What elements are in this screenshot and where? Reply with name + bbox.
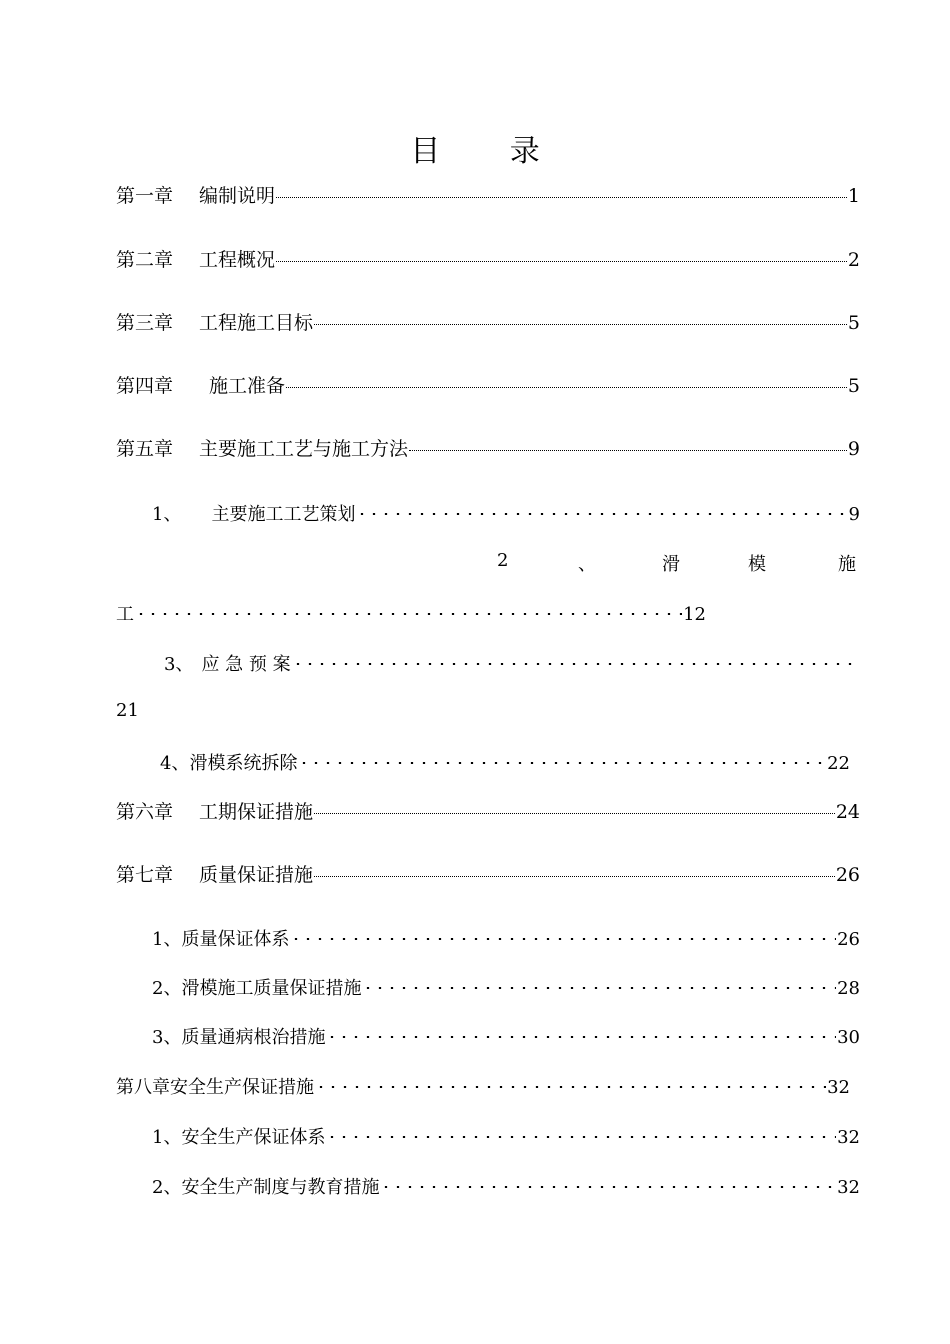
page-number: 32: [837, 1127, 860, 1148]
toc-entry-ch3[interactable]: [116, 308, 860, 335]
leader-dots: [290, 938, 836, 940]
toc-entry-ch7[interactable]: [116, 860, 860, 887]
toc-entry-ch7-1[interactable]: [152, 925, 860, 951]
leader-dots: [326, 1136, 836, 1138]
toc-entry-ch8-1[interactable]: [152, 1123, 860, 1149]
page-number: 5: [847, 375, 860, 397]
leader-dots: [276, 261, 847, 262]
section-number: 3、: [164, 654, 194, 675]
toc-entry-ch5-4[interactable]: [160, 749, 850, 775]
section-title: 质量保证体系: [181, 929, 290, 950]
page-number: 2: [847, 249, 860, 271]
page-number: 12: [683, 604, 706, 625]
chapter-title: 施工准备: [209, 375, 286, 397]
chapter-label: 第二章: [116, 249, 174, 271]
page-number: 9: [847, 438, 860, 460]
section-number: 3、: [152, 1027, 182, 1048]
section-title: 安全生产保证体系: [181, 1127, 326, 1148]
chapter-label: 第八章: [116, 1077, 170, 1098]
toc-entry-ch7-2[interactable]: [152, 974, 860, 1000]
chapter-title: 工期保证措施: [199, 801, 314, 823]
page-number: 9: [848, 504, 860, 525]
leader-dots: [135, 613, 682, 615]
section-number: 2、: [152, 978, 182, 999]
leader-dots: [314, 324, 847, 325]
section-number: 1、: [152, 929, 182, 950]
toc-entry-ch7-3[interactable]: [152, 1023, 860, 1049]
section-title-char: 滑: [662, 554, 680, 575]
toc-entry-ch5[interactable]: [116, 434, 860, 461]
leader-dots: [292, 663, 857, 665]
section-title: 质量通病根治措施: [181, 1027, 326, 1048]
chapter-label: 第三章: [116, 312, 174, 334]
leader-dots: [326, 1036, 836, 1038]
chapter-title: 编制说明: [199, 185, 276, 207]
leader-dots: [314, 876, 835, 877]
toc-entry-ch8[interactable]: [116, 1073, 850, 1099]
leader-dots: [356, 513, 847, 515]
section-title-char: 工: [116, 604, 134, 625]
section-number: 1、: [152, 504, 182, 525]
leader-dots: [315, 1086, 826, 1088]
page-number: 32: [827, 1077, 850, 1098]
toc-entry-ch5-1[interactable]: [152, 500, 860, 526]
chapter-label: 第五章: [116, 438, 174, 460]
page-number: 21: [116, 700, 139, 721]
leader-dots: [286, 387, 847, 388]
page-number: 1: [847, 185, 860, 207]
page-number: 30: [837, 1027, 860, 1048]
section-separator: 、: [578, 554, 596, 575]
page-number: 28: [837, 978, 860, 999]
toc-entry-ch5-2[interactable]: [116, 600, 706, 626]
section-number: 2、: [152, 1177, 182, 1198]
page-number: 26: [835, 864, 860, 886]
chapter-label: 第一章: [116, 185, 174, 207]
section-title-char: 模: [748, 554, 766, 575]
section-title: 滑模施工质量保证措施: [181, 978, 362, 999]
chapter-label: 第六章: [116, 801, 174, 823]
section-title: 安全生产制度与教育措施: [181, 1177, 380, 1198]
page-number: 5: [847, 312, 860, 334]
section-title-char: 施: [838, 554, 856, 575]
chapter-title: 工程概况: [199, 249, 276, 271]
leader-dots: [362, 987, 836, 989]
section-number: 4、: [160, 753, 190, 774]
toc-entry-ch8-2[interactable]: [152, 1173, 860, 1199]
section-title: 滑模系统拆除: [189, 753, 298, 774]
page-number: 26: [837, 929, 860, 950]
toc-entry-ch1[interactable]: [116, 181, 860, 208]
toc-entry-ch2[interactable]: [116, 245, 860, 272]
leader-dots: [314, 813, 835, 814]
section-title: 主要施工工艺策划: [211, 504, 356, 525]
toc-entry-ch4[interactable]: [116, 371, 860, 398]
chapter-label: 第四章: [116, 375, 174, 397]
toc-title: [0, 126, 950, 170]
leader-dots: [409, 450, 847, 451]
toc-title-right: 录: [509, 134, 540, 169]
chapter-title: 安全生产保证措施: [170, 1077, 314, 1098]
toc-entry-ch6[interactable]: [116, 797, 860, 824]
page-number: 22: [827, 753, 850, 774]
leader-dots: [380, 1186, 836, 1188]
section-title: 应 急 预 案: [201, 654, 291, 675]
page-number: 32: [837, 1177, 860, 1198]
leader-dots: [298, 762, 826, 764]
section-number: 1、: [152, 1127, 182, 1148]
chapter-label: 第七章: [116, 864, 174, 886]
toc-title-left: 目: [410, 134, 441, 169]
chapter-title: 质量保证措施: [199, 864, 314, 886]
page-number: 24: [835, 801, 860, 823]
chapter-title: 工程施工目标: [199, 312, 314, 334]
leader-dots: [276, 197, 847, 198]
chapter-title: 主要施工工艺与施工方法: [199, 438, 409, 460]
toc-entry-ch5-3[interactable]: [164, 650, 858, 676]
section-number: 2: [497, 550, 509, 571]
